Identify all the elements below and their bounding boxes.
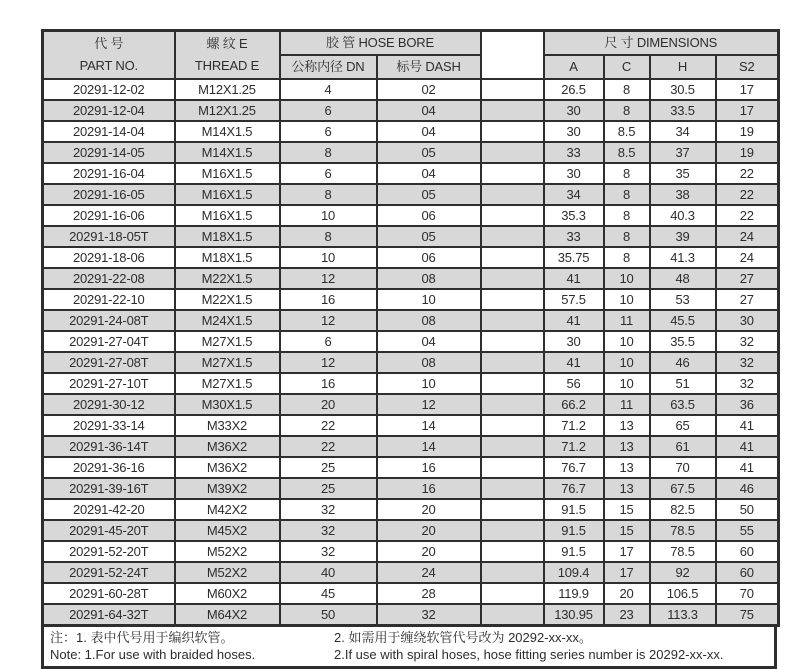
table-cell: 109.4: [544, 562, 604, 583]
spacer-cell: [481, 415, 544, 436]
table-cell: 50: [716, 499, 779, 520]
table-cell: 35: [650, 163, 716, 184]
table-cell: 05: [377, 142, 481, 163]
table-row: [43, 373, 779, 394]
table-cell: 24: [377, 562, 481, 583]
table-cell: 23: [604, 604, 650, 626]
table-cell: 8.5: [604, 121, 650, 142]
table-cell: 33.5: [650, 100, 716, 121]
table-cell: M24X1.5: [175, 310, 280, 331]
table-cell: M16X1.5: [175, 205, 280, 226]
table-cell: 06: [377, 205, 481, 226]
table-cell: 41: [716, 436, 779, 457]
table-cell: 20291-39-16T: [43, 478, 175, 499]
table-cell: 30: [544, 163, 604, 184]
table-cell: M18X1.5: [175, 226, 280, 247]
table-cell: 8: [604, 226, 650, 247]
col-header-c: C: [604, 55, 650, 79]
table-cell: M27X1.5: [175, 373, 280, 394]
table-cell: 10: [604, 373, 650, 394]
table-row: [43, 289, 779, 310]
table-cell: M14X1.5: [175, 121, 280, 142]
table-cell: 28: [377, 583, 481, 604]
spacer-cell: [481, 163, 544, 184]
table-cell: 56: [544, 373, 604, 394]
table-cell: 14: [377, 436, 481, 457]
table-cell: 32: [377, 604, 481, 626]
table-cell: M27X1.5: [175, 331, 280, 352]
table-cell: 35.5: [650, 331, 716, 352]
table-cell: 55: [716, 520, 779, 541]
table-cell: 113.3: [650, 604, 716, 626]
spacer-cell: [481, 310, 544, 331]
table-cell: 48: [650, 268, 716, 289]
spacer-cell: [481, 100, 544, 121]
table-cell: 106.5: [650, 583, 716, 604]
table-cell: 34: [650, 121, 716, 142]
spacer-cell: [481, 394, 544, 415]
table-cell: 6: [280, 100, 377, 121]
table-cell: 16: [377, 457, 481, 478]
table-header: [43, 31, 779, 80]
table-cell: 20291-52-20T: [43, 541, 175, 562]
table-cell: 06: [377, 247, 481, 268]
spacer-cell: [481, 520, 544, 541]
table-cell: 38: [650, 184, 716, 205]
table-cell: 11: [604, 394, 650, 415]
table-cell: 10: [604, 352, 650, 373]
table-cell: 17: [604, 562, 650, 583]
table-cell: 66.2: [544, 394, 604, 415]
table-cell: 41: [716, 415, 779, 436]
note-en-1: Note: 1.For use with braided hoses.: [50, 647, 256, 662]
table-cell: 20: [604, 583, 650, 604]
table-cell: 20291-12-04: [43, 100, 175, 121]
table-cell: 91.5: [544, 541, 604, 562]
table-cell: M27X1.5: [175, 352, 280, 373]
table-cell: 16: [377, 478, 481, 499]
table-cell: M16X1.5: [175, 163, 280, 184]
table-cell: 37: [650, 142, 716, 163]
table-cell: 30: [716, 310, 779, 331]
table-cell: 20291-14-04: [43, 121, 175, 142]
table-cell: 10: [280, 205, 377, 226]
table-cell: 41.3: [650, 247, 716, 268]
table-cell: 20291-24-08T: [43, 310, 175, 331]
table-row: [43, 604, 779, 626]
note-zh-1: 注：1. 表中代号用于编织软管。: [50, 630, 234, 645]
table-cell: 46: [716, 478, 779, 499]
spacer-cell: [481, 289, 544, 310]
table-cell: 13: [604, 436, 650, 457]
table-cell: 20291-36-16: [43, 457, 175, 478]
spacer-cell: [481, 499, 544, 520]
table-cell: 130.95: [544, 604, 604, 626]
table-cell: 05: [377, 226, 481, 247]
table-cell: 27: [716, 268, 779, 289]
table-cell: 25: [280, 457, 377, 478]
col-header-s2: S2: [716, 55, 779, 79]
table-cell: 20291-45-20T: [43, 520, 175, 541]
table-cell: M52X2: [175, 562, 280, 583]
table-cell: 6: [280, 121, 377, 142]
table-cell: 65: [650, 415, 716, 436]
spacer-cell: [481, 457, 544, 478]
table-cell: 10: [377, 373, 481, 394]
table-cell: 20291-64-32T: [43, 604, 175, 626]
table-cell: 41: [544, 268, 604, 289]
table-cell: 04: [377, 331, 481, 352]
table-cell: 91.5: [544, 499, 604, 520]
table-cell: 24: [716, 247, 779, 268]
table-cell: 78.5: [650, 541, 716, 562]
table-row: [43, 394, 779, 415]
table-cell: 119.9: [544, 583, 604, 604]
table-cell: 20291-60-28T: [43, 583, 175, 604]
table-cell: 30: [544, 121, 604, 142]
table-row: [43, 100, 779, 121]
table-cell: 20: [377, 520, 481, 541]
table-cell: 10: [604, 268, 650, 289]
table-cell: 04: [377, 121, 481, 142]
table-cell: 41: [544, 310, 604, 331]
table-cell: 12: [280, 268, 377, 289]
table-row: [43, 499, 779, 520]
table-cell: 04: [377, 100, 481, 121]
table-cell: 17: [604, 541, 650, 562]
table-row: [43, 79, 779, 100]
notes-box: [41, 627, 777, 669]
table-cell: M39X2: [175, 478, 280, 499]
col-header-thread-en: THREAD E: [194, 58, 260, 73]
table-cell: 12: [377, 394, 481, 415]
table-cell: 20291-30-12: [43, 394, 175, 415]
table-row: [43, 226, 779, 247]
table-cell: 8: [280, 184, 377, 205]
col-header-part-no-en: PART NO.: [79, 58, 138, 73]
table-row: [43, 142, 779, 163]
table-row: [43, 310, 779, 331]
table-row: [43, 268, 779, 289]
table-cell: 16: [280, 289, 377, 310]
table-cell: M22X1.5: [175, 268, 280, 289]
table-cell: 22: [280, 436, 377, 457]
table-cell: 35.3: [544, 205, 604, 226]
table-row: [43, 583, 779, 604]
note-line-en: [50, 646, 768, 663]
table-cell: 15: [604, 499, 650, 520]
table-cell: 57.5: [544, 289, 604, 310]
table-cell: 20291-42-20: [43, 499, 175, 520]
table-cell: 50: [280, 604, 377, 626]
table-cell: 22: [716, 205, 779, 226]
note-en-2: 2.If use with spiral hoses, hose fitting series number is 20292-xx-xx.: [334, 647, 724, 662]
table-cell: 4: [280, 79, 377, 100]
col-header-part-no: [43, 31, 175, 80]
table-cell: 20291-22-10: [43, 289, 175, 310]
spacer-cell: [481, 331, 544, 352]
table-cell: 76.7: [544, 457, 604, 478]
table-cell: 20291-16-06: [43, 205, 175, 226]
table-row: [43, 352, 779, 373]
table-row: [43, 457, 779, 478]
table-cell: 76.7: [544, 478, 604, 499]
table-cell: 10: [604, 331, 650, 352]
table-cell: 11: [604, 310, 650, 331]
table-cell: 32: [716, 373, 779, 394]
note-zh-2: 2. 如需用于缠绕软管代号改为 20292-xx-xx。: [334, 630, 592, 645]
spacer-cell: [481, 583, 544, 604]
spacer-cell: [481, 352, 544, 373]
table-cell: 20291-27-10T: [43, 373, 175, 394]
col-header-dash: 标号 DASH: [377, 55, 481, 79]
table-cell: 19: [716, 142, 779, 163]
table-row: [43, 415, 779, 436]
table-row: [43, 562, 779, 583]
table-cell: 08: [377, 310, 481, 331]
table-cell: 40.3: [650, 205, 716, 226]
table-cell: 8.5: [604, 142, 650, 163]
table-cell: 20291-14-05: [43, 142, 175, 163]
spacer-cell: [481, 604, 544, 626]
table-cell: 20291-27-04T: [43, 331, 175, 352]
table-cell: 8: [604, 79, 650, 100]
table-row: [43, 520, 779, 541]
table-cell: 20291-16-04: [43, 163, 175, 184]
spacer-cell: [481, 142, 544, 163]
spacer-cell: [481, 373, 544, 394]
table-cell: 30: [544, 100, 604, 121]
table-cell: M36X2: [175, 436, 280, 457]
table-cell: 33: [544, 226, 604, 247]
table-cell: 67.5: [650, 478, 716, 499]
table-cell: 25: [280, 478, 377, 499]
spacer-cell: [481, 247, 544, 268]
spacer-cell: [481, 79, 544, 100]
table-cell: 51: [650, 373, 716, 394]
table-cell: 05: [377, 184, 481, 205]
table-cell: M52X2: [175, 541, 280, 562]
table-cell: 45: [280, 583, 377, 604]
table-cell: 60: [716, 562, 779, 583]
table-cell: 36: [716, 394, 779, 415]
table-cell: 13: [604, 457, 650, 478]
table-cell: 32: [716, 352, 779, 373]
table-cell: 10: [604, 289, 650, 310]
table-cell: 6: [280, 331, 377, 352]
table-cell: 30: [544, 331, 604, 352]
table-cell: M45X2: [175, 520, 280, 541]
table-body: [43, 79, 779, 626]
spacer-cell: [481, 121, 544, 142]
table-row: [43, 121, 779, 142]
table-cell: 20291-18-06: [43, 247, 175, 268]
table-cell: 10: [280, 247, 377, 268]
table-cell: 35.75: [544, 247, 604, 268]
col-header-thread-zh: 螺 纹 E: [206, 36, 248, 51]
table-cell: 24: [716, 226, 779, 247]
spacer-cell: [481, 184, 544, 205]
table-cell: 10: [377, 289, 481, 310]
table-cell: 41: [716, 457, 779, 478]
table-row: [43, 331, 779, 352]
table-row: [43, 205, 779, 226]
spacer-cell: [481, 268, 544, 289]
table-cell: M14X1.5: [175, 142, 280, 163]
table-cell: M60X2: [175, 583, 280, 604]
table-cell: 32: [716, 331, 779, 352]
table-cell: 27: [716, 289, 779, 310]
table-cell: 20291-18-05T: [43, 226, 175, 247]
col-header-thread: [175, 31, 280, 80]
table-cell: 32: [280, 499, 377, 520]
table-cell: M18X1.5: [175, 247, 280, 268]
table-cell: 92: [650, 562, 716, 583]
spacer-cell: [481, 436, 544, 457]
table-cell: 60: [716, 541, 779, 562]
table-row: [43, 163, 779, 184]
table-cell: 02: [377, 79, 481, 100]
spacer-cell: [481, 562, 544, 583]
table-cell: 20291-22-08: [43, 268, 175, 289]
table-cell: 6: [280, 163, 377, 184]
table-cell: 40: [280, 562, 377, 583]
table-cell: 8: [604, 100, 650, 121]
header-row-groups: [43, 31, 779, 56]
table-cell: 13: [604, 415, 650, 436]
table-cell: 04: [377, 163, 481, 184]
table-row: [43, 184, 779, 205]
table-cell: 8: [280, 142, 377, 163]
table-cell: 20291-27-08T: [43, 352, 175, 373]
spacer-cell: [481, 478, 544, 499]
table-cell: M30X1.5: [175, 394, 280, 415]
table-cell: 08: [377, 268, 481, 289]
table-cell: 17: [716, 79, 779, 100]
table-cell: 8: [280, 226, 377, 247]
table-cell: 34: [544, 184, 604, 205]
table-cell: 71.2: [544, 436, 604, 457]
table-cell: 22: [716, 163, 779, 184]
table-cell: 20: [377, 541, 481, 562]
spacer-cell: [481, 205, 544, 226]
table-cell: 20291-36-14T: [43, 436, 175, 457]
table-cell: 39: [650, 226, 716, 247]
table-cell: 45.5: [650, 310, 716, 331]
table-cell: 33: [544, 142, 604, 163]
table-cell: 15: [604, 520, 650, 541]
table-cell: 46: [650, 352, 716, 373]
table-cell: 61: [650, 436, 716, 457]
table-cell: 75: [716, 604, 779, 626]
col-header-h: H: [650, 55, 716, 79]
table-cell: M33X2: [175, 415, 280, 436]
table-cell: 14: [377, 415, 481, 436]
col-header-a: A: [544, 55, 604, 79]
table-cell: 08: [377, 352, 481, 373]
col-group-hose-bore: 胶 管 HOSE BORE: [280, 31, 481, 56]
table-row: [43, 436, 779, 457]
col-header-part-no-zh: 代 号: [94, 36, 124, 51]
table-row: [43, 478, 779, 499]
table-cell: 16: [280, 373, 377, 394]
table-cell: 20291-52-24T: [43, 562, 175, 583]
table-cell: 8: [604, 163, 650, 184]
table-cell: M12X1.25: [175, 100, 280, 121]
table-cell: 32: [280, 520, 377, 541]
table-cell: 82.5: [650, 499, 716, 520]
table-cell: 63.5: [650, 394, 716, 415]
table-cell: 26.5: [544, 79, 604, 100]
table-cell: 19: [716, 121, 779, 142]
table-cell: 17: [716, 100, 779, 121]
table-cell: 71.2: [544, 415, 604, 436]
table-row: [43, 247, 779, 268]
table-row: [43, 541, 779, 562]
table-cell: 20: [377, 499, 481, 520]
table-cell: M42X2: [175, 499, 280, 520]
table-cell: 13: [604, 478, 650, 499]
table-cell: 20: [280, 394, 377, 415]
table-cell: 70: [650, 457, 716, 478]
table-cell: 32: [280, 541, 377, 562]
table-cell: 20291-33-14: [43, 415, 175, 436]
table-cell: 78.5: [650, 520, 716, 541]
table-cell: M12X1.25: [175, 79, 280, 100]
spacer-column-header: [481, 31, 544, 80]
col-group-dimensions: 尺 寸 DIMENSIONS: [544, 31, 779, 56]
table-cell: M22X1.5: [175, 289, 280, 310]
table-cell: M16X1.5: [175, 184, 280, 205]
table-cell: M64X2: [175, 604, 280, 626]
note-line-zh: [50, 629, 768, 646]
table-cell: 12: [280, 310, 377, 331]
table-cell: 12: [280, 352, 377, 373]
table-cell: 8: [604, 184, 650, 205]
table-cell: 22: [280, 415, 377, 436]
table-cell: 53: [650, 289, 716, 310]
table-cell: 70: [716, 583, 779, 604]
spacer-cell: [481, 541, 544, 562]
table-cell: M36X2: [175, 457, 280, 478]
table-cell: 22: [716, 184, 779, 205]
table-cell: 8: [604, 205, 650, 226]
col-header-dn: 公称内径 DN: [280, 55, 377, 79]
table-cell: 91.5: [544, 520, 604, 541]
spec-table: [41, 29, 780, 627]
table-cell: 20291-16-05: [43, 184, 175, 205]
spec-table-container: [41, 29, 777, 669]
spacer-cell: [481, 226, 544, 247]
table-cell: 41: [544, 352, 604, 373]
table-cell: 30.5: [650, 79, 716, 100]
table-cell: 8: [604, 247, 650, 268]
table-cell: 20291-12-02: [43, 79, 175, 100]
